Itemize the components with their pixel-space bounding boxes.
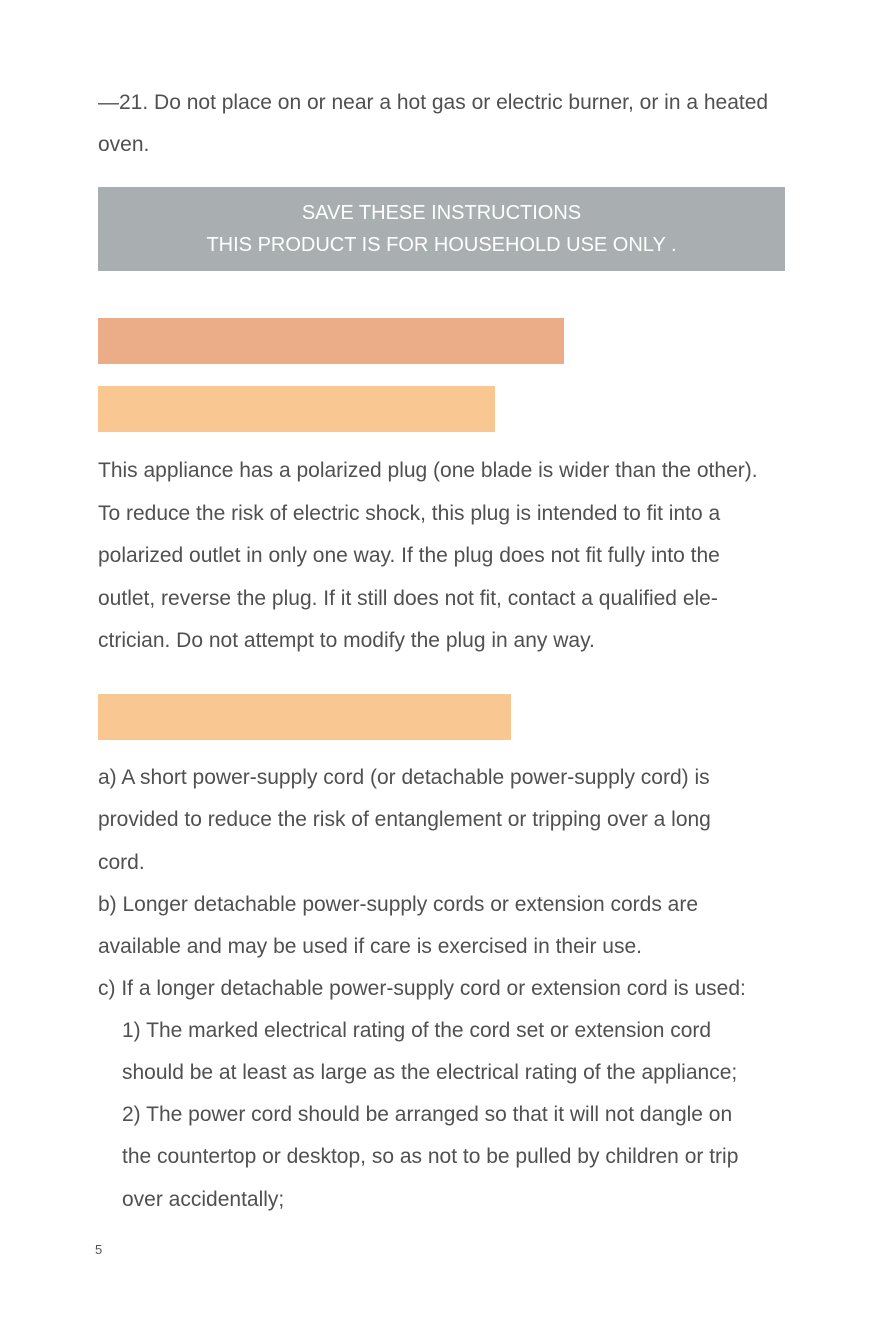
subsection-heading-bar-polarized <box>98 386 495 432</box>
cord-line-3: cord. <box>98 851 145 874</box>
cord-line-6: c) If a longer detachable power-supply cord or extension cord is used: <box>98 977 746 1000</box>
polarized-line-1: This appliance has a polarized plug (one blade is wider than the other). <box>98 459 758 482</box>
cord-sub-line-4: the countertop or desktop, so as not to be pulled by children or trip <box>122 1145 739 1168</box>
save-instructions-banner <box>98 187 785 271</box>
cord-line-2: provided to reduce the risk of entanglement or tripping over a long <box>98 808 711 831</box>
subsection-heading-bar-cord <box>98 694 511 740</box>
banner-subtitle: THIS PRODUCT IS FOR HOUSEHOLD USE ONLY . <box>206 234 677 256</box>
cord-line-4: b) Longer detachable power-supply cords or extension cords are <box>98 893 699 916</box>
cord-sub-line-3: 2) The power cord should be arranged so that it will not dangle on <box>122 1103 733 1126</box>
intro-line-1: —21. Do not place on or near a hot gas or electric burner, or in a heated <box>98 91 769 114</box>
cord-line-1: a) A short power-supply cord (or detachable power-supply cord) is <box>98 766 710 789</box>
polarized-line-2: To reduce the risk of electric shock, this plug is intended to fit into a <box>98 502 721 525</box>
page-number: 5 <box>95 1242 103 1257</box>
polarized-line-5: ctrician. Do not attempt to modify the plug in any way. <box>98 629 595 652</box>
intro-line-2: oven. <box>98 133 150 156</box>
section-heading-bar <box>98 318 564 364</box>
cord-sub-line-1: 1) The marked electrical rating of the cord set or extension cord <box>122 1019 712 1042</box>
polarized-line-4: outlet, reverse the plug. If it still does not fit, contact a qualified ele- <box>98 587 718 610</box>
cord-sub-line-2: should be at least as large as the electrical rating of the appliance; <box>122 1061 738 1084</box>
cord-line-5: available and may be used if care is exercised in their use. <box>98 935 642 958</box>
banner-title: SAVE THESE INSTRUCTIONS <box>301 202 582 224</box>
polarized-line-3: polarized outlet in only one way. If the plug does not fit fully into the <box>98 544 720 567</box>
cord-sub-line-5: over accidentally; <box>122 1188 285 1211</box>
